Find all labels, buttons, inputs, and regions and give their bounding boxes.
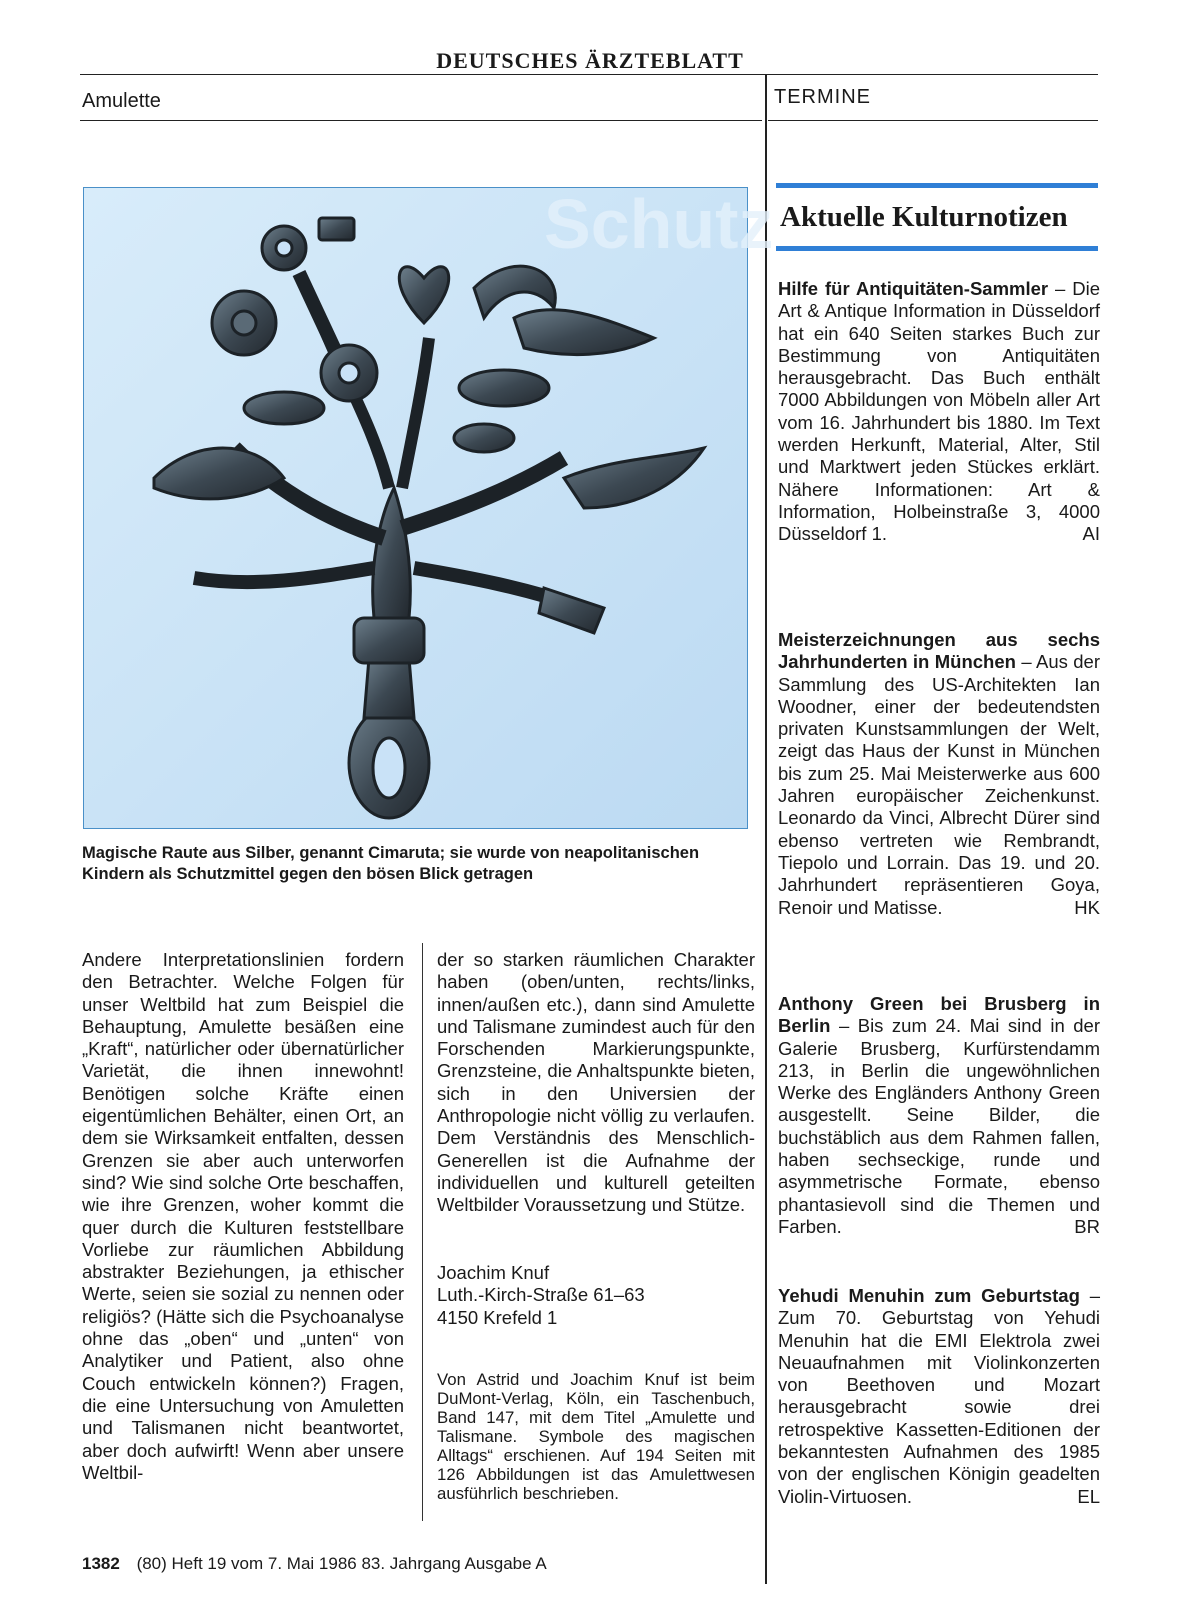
author-address [437,1262,645,1329]
page-number: 1382 [82,1554,120,1573]
section-rule-right [768,120,1098,121]
section-label-termine: TERMINE [774,86,871,108]
notice-heading: Hilfe für Antiquitäten-Sammler [778,278,1049,299]
kulturnotizen-bottom-bar [776,246,1098,251]
notice-heading: Anthony Green bei Brusberg in Berlin [778,993,1100,1037]
notice-text: – Bis zum 24. Mai sind in der Galerie Brusberg, Kurfürstendamm 213, in Berlin die ungewöhnlichen Werke des Engländers Anthony Green ausgestellt. Seine Bilder, die buchstäblich aus dem Rahmen fallen, haben sechseckige, runde und asymmetrische Formate, ebenso phantasievoll sind die Themen und Farben. [778,1015,1100,1237]
notice-meisterzeichnungen [778,629,1100,919]
book-note: Von Astrid und Joachim Knuf ist beim DuMont-Verlag, Köln, ein Taschenbuch, Band 147, mit dem Titel „Amulette und Talismane. Symbole des magischen Alltags“ erschienen. Auf 194 Seiten mit 126 Abbildungen ist das Amulettwesen ausführlich beschrieben. [437,1370,755,1503]
notice-signature: AI [1082,523,1100,545]
notice-text: – Zum 70. Geburtstag von Yehudi Menuhin hat die EMI Elektrola zwei Neuaufnahmen mit Violinkonzerten von Beethoven und Mozart herausgebracht sowie drei retrospektive Kassetten-Editionen der bekanntesten Aufnahmen des 1985 von der englischen Königin geadelten Violin-Virtuosen. [778,1285,1100,1507]
cimaruta-amulet-illustration [84,185,774,828]
article-column-1 [82,949,404,1484]
header-rule [80,74,1098,75]
notice-anthony-green [778,993,1100,1238]
notice-text: – Die Art & Antique Information in Düsseldorf hat ein 640 Seiten starkes Buch zur Bestimmung von Antiquitäten herausgebracht. Das Buch enthält 7000 Abbildungen von Möbeln aller Art vom 16. Jahrhundert bis 1880. Im Text werden Herkunft, Material, Alter, Stil und Marktwert jeden Stückes erklärt. Nähere Informationen: Art & Information, Holbeinstraße 3, 4000 Düsseldorf 1. [778,278,1101,545]
article-paragraph-2: der so starken räumlichen Charakter haben (oben/unten, rechts/links, innen/außen etc.), dann sind Amulette und Talismane zumindest auch für den Forschenden Markierungspunkte, Grenzsteine, die Anhaltspunkte bieten, sich in den Universien der Anthropologie nicht völlig zu verlaufen. Dem Verständnis des Menschlich-Generellen ist die Aufnahme der individuellen und kulturell geteilten Weltbilder Voraussetzung und Stütze. [437,949,755,1216]
author-name: Joachim Knuf [437,1262,550,1283]
kulturnotizen-title: Aktuelle Kulturnotizen [780,201,1068,233]
notice-antiquitaeten [778,278,1100,546]
masthead: DEUTSCHES ÄRZTEBLATT [436,48,744,73]
notice-text: – Aus der Sammlung des US-Architekten Ian Woodner, einer der bedeutendsten privaten Kunstsammlungen der Welt, zeigt das Haus der Kunst in München bis zum 25. Mai Meisterwerke aus 600 Jahren europäischer Zeichenkunst. Leonardo da Vinci, Albrecht Dürer sind ebenso vertreten wie Rembrandt, Tiepolo und Lorrain. Das 19. und 20. Jahrhundert repräsentieren Goya, Renoir und Matisse. [778,651,1100,918]
figure-caption: Magische Raute aus Silber, genannt Cimaruta; sie wurde von neapolitanischen Kindern als Schutzmittel gegen den bösen Blick getragen [82,844,700,883]
column-divider [765,74,767,1584]
notice-signature: HK [1074,896,1100,918]
notice-signature: BR [1074,1215,1100,1237]
notice-heading: Meisterzeichnungen aus sechs Jahrhunderten in München [778,629,1100,673]
notice-signature: EL [1077,1485,1100,1507]
article-paragraph-1: Andere Interpretationslinien fordern den Betrachter. Welche Folgen für unser Weltbild hat zum Beispiel die Behauptung, Amulette besäßen eine „Kraft“, natürlicher oder übernatürlicher Varietät, die ihnen innewohnt! Benötigen solche Kräfte einen eigentümlichen Behälter, einen Ort, an dem sie Wirksamkeit entfalten, dessen Grenzen sie aber auch unterworfen sind? Wie sind solche Orte beschaffen, wie ihre Grenzen, woher kommt die quer durch die Kulturen feststellbare Vorliebe zur räumlichen Abbildung abstrakter Beziehungen, ja ethischer Werte, seien sie sozial zu nennen oder religiös? (Hätte sich die Psychoanalyse ohne das „oben“ und „unten“ von Analytiker und Patient, also ohne Couch entwickeln können?) Fragen, die eine Untersuchung von Amuletten und Talismanen nicht beantwortet, aber doch aufwirft! Wenn aber unsere Weltbil- [82,949,404,1483]
kulturnotizen-top-bar [776,183,1098,188]
page-footer [82,1554,547,1574]
author-street: Luth.-Kirch-Straße 61–63 [437,1284,645,1306]
section-label-amulette: Amulette [82,90,161,112]
section-rule-left [80,120,762,121]
author-city: 4150 Krefeld 1 [437,1306,558,1328]
issue-info: (80) Heft 19 vom 7. Mai 1986 83. Jahrgang Ausgabe A [136,1554,547,1573]
notice-menuhin [778,1285,1100,1508]
article-column-2 [437,949,755,1217]
watermark-lettering: Schutz [544,185,774,263]
amulet-photo [83,185,774,829]
article-column-separator [422,943,423,1521]
notice-heading: Yehudi Menuhin zum Geburtstag [778,1285,1080,1306]
